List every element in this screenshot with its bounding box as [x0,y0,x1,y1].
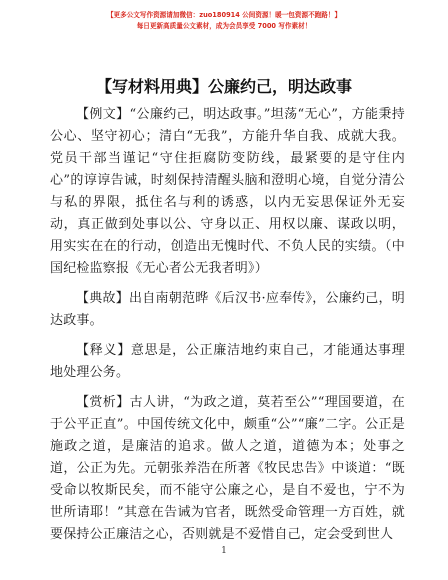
promo-banner-line-1: 【更多公文写作资源请加微信：zuo180914 公间资源！暖一包资源不跑路！】 [106,11,342,19]
promo-banner [0,10,448,32]
document-title: 【写材料用典】公廉约己，明达政事 [95,77,352,96]
paragraph-text: “公廉约己，明达政事。”坦荡“无心”，方能秉持公心、坚守初心；清白“无我”，方能升华自我、成就大我。党员干部当谨记“守住拒腐防变防线，最紧要的是守住内心”的谆谆告诫，时刻保持清醒头脑和澄明心境，自觉分清公与私的界限，抵住名与利的诱惑，以内无妄思保证外无妄动，真正做到处事以公、守身以正、用权以廉、谋政以明，用实实在在的行动，创造出无愧时代、不负人民的实绩。（中国纪检监察报《无心者公无我者明》） [50,107,405,276]
document-body [50,104,405,554]
paragraph-tag: 【赏析】 [76,395,130,410]
paragraph-tag: 【例文】 [76,107,130,122]
promo-banner-line-2: 每日更新高质量公文素材，成为会员享受 7000 写作素材！ [136,22,312,30]
paragraph-source [50,288,405,332]
paragraph-text: 意思是，公正廉洁地约束自己，才能通达事理地处理公务。 [50,343,405,380]
paragraph-example [50,104,405,280]
paragraph-appreciation [50,392,405,546]
page-number: 1 [221,546,227,556]
paragraph-meaning [50,340,405,384]
paragraph-text: 出自南朝范晔《后汉书·应奉传》，公廉约己，明达政事。 [50,291,405,328]
paragraph-tag: 【释义】 [76,343,131,358]
paragraph-text: 古人讲，“为政之道，莫若至公”“理国要道，在于公平正直”。中国传统文化中，颇重“公”“廉”二字。公正是施政之道，是廉洁的追求。做人之道，道德为本；处事之道，公正为先。元朝张养浩在所著《牧民忠告》中谈道：“既受命以牧斯民矣，而不能守公廉之心，是自不爱也，宁不为世所请耶！”其意在告诫为官者，既然受命管理一方百姓，就要保持公正廉洁之心，否则就是不爱惜自己，定会受到世人 [50,395,405,542]
paragraph-tag: 【典故】 [76,291,129,306]
